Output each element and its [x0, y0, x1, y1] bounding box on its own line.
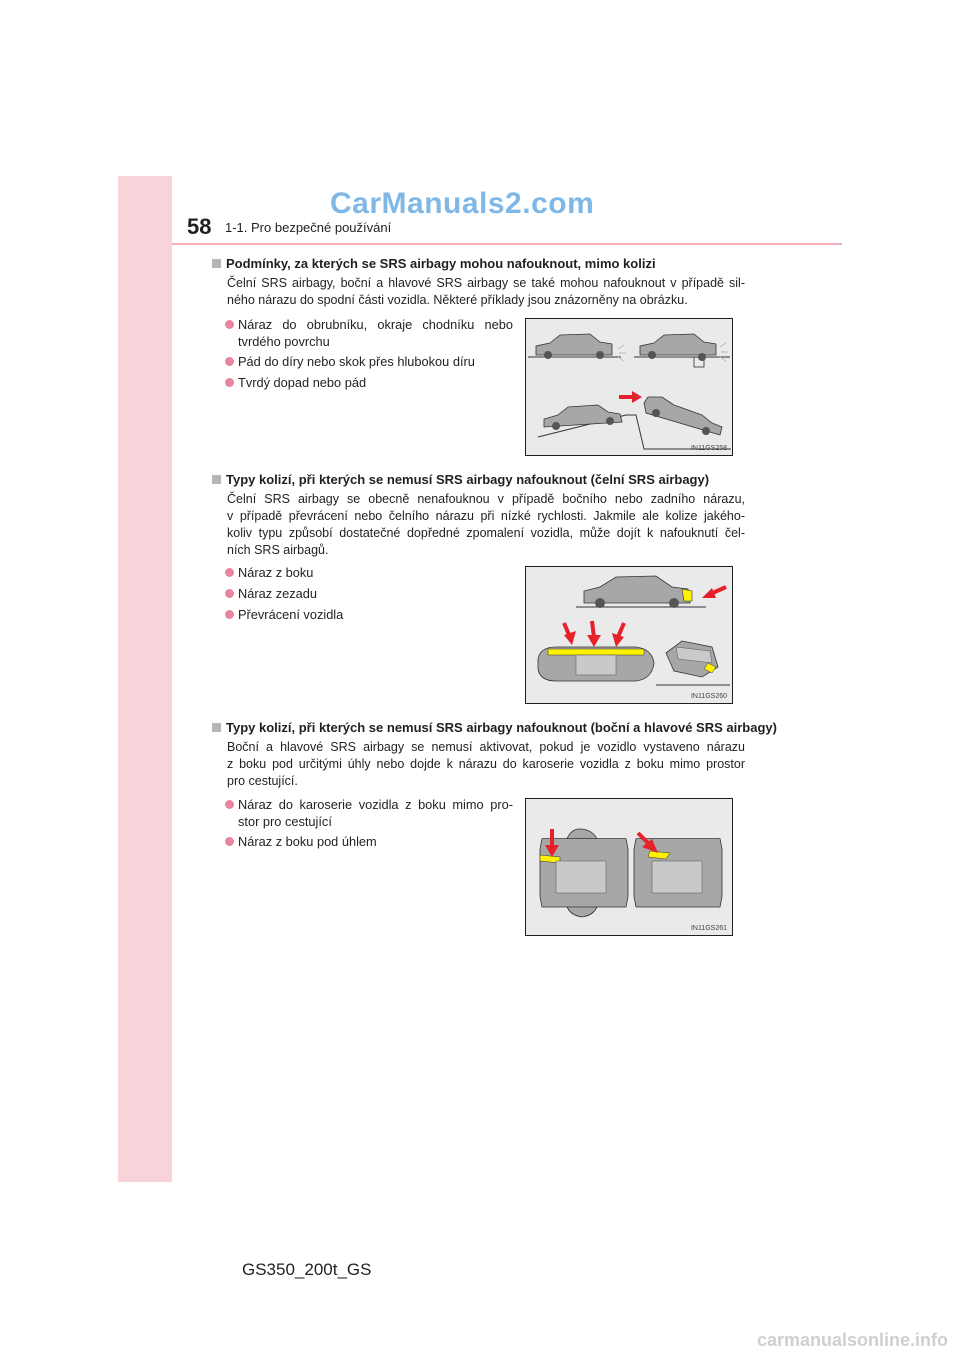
paragraph-section-2: Čelní SRS airbagy se obecně nenafouknou v případě bočního nebo zadního nárazu, v případě převrácení nebo čelního nárazu při nízké rychlosti. Jakmile ale kolize jakého- koliv typu způsobí dostatečné dopředné zpomalení vozidla, může dojít k nafouknutí čel- ních SRS airbagů.	[227, 492, 745, 557]
list-item: Náraz do obrubníku, okraje chodníku nebo tvrdého povrchu	[225, 316, 513, 350]
square-bullet-icon	[212, 259, 221, 268]
list-item: Náraz z boku	[225, 564, 513, 581]
heading-section-3: Typy kolizí, při kterých se nemusí SRS airbagy nafouknout (boční a hlavové SRS airbagy)	[212, 720, 777, 735]
car-impact-illustration	[526, 567, 732, 703]
bullet-dot-icon	[225, 837, 234, 846]
square-bullet-icon	[212, 475, 221, 484]
list-item: Tvrdý dopad nebo pád	[225, 374, 513, 391]
bullet-dot-icon	[225, 800, 234, 809]
list-item: Náraz do karoserie vozidla z boku mimo pro- stor pro cestující	[225, 796, 513, 830]
section-title: 1-1. Pro bezpečné používání	[225, 220, 392, 235]
heading-section-1: Podmínky, za kterých se SRS airbagy mohou nafouknout, mimo kolizi	[212, 256, 656, 271]
bullet-dot-icon	[225, 320, 234, 329]
watermark-top: CarManuals2.com	[330, 187, 595, 220]
list-item: Pád do díry nebo skok přes hlubokou díru	[225, 353, 513, 370]
paragraph-section-3: Boční a hlavové SRS airbagy se nemusí aktivovat, pokud je vozidlo vystaveno nárazu z boku pod určitými úhly nebo dojde k nárazu do karoserie vozidla z boku mimo prostor pro cestující.	[227, 740, 745, 788]
car-impact-illustration	[526, 799, 732, 935]
header-rule	[172, 243, 842, 245]
figure-code: IN11GS258	[690, 445, 727, 452]
list-item: Převrácení vozidla	[225, 606, 513, 623]
page-number: 58	[187, 214, 212, 239]
bullet-dot-icon	[225, 589, 234, 598]
watermark-bottom: carmanualsonline.info	[756, 1330, 948, 1350]
figure-code: IN11GS261	[690, 925, 727, 932]
bullet-dot-icon	[225, 378, 234, 387]
page-footer: GS350_200t_GS	[242, 1260, 372, 1279]
figure-side-impact-angle	[525, 798, 733, 936]
bullet-dot-icon	[225, 610, 234, 619]
figure-side-rear-rollover	[525, 566, 733, 704]
figure-curb-impact	[525, 318, 733, 456]
paragraph-section-1: Čelní SRS airbagy, boční a hlavové SRS airbagy se také mohou nafouknout v případě sil- ného nárazu do spodní části vozidla. Některé příklady jsou znázorněny na obrázku.	[227, 276, 745, 307]
list-item: Náraz z boku pod úhlem	[225, 833, 513, 850]
bullet-dot-icon	[225, 357, 234, 366]
figure-code: IN11GS260	[690, 693, 727, 700]
page-side-tab	[118, 176, 172, 1182]
heading-section-2: Typy kolizí, při kterých se nemusí SRS airbagy nafouknout (čelní SRS airbagy)	[212, 472, 709, 487]
square-bullet-icon	[212, 723, 221, 732]
bullet-dot-icon	[225, 568, 234, 577]
car-impact-illustration	[526, 319, 732, 455]
list-item: Náraz zezadu	[225, 585, 513, 602]
